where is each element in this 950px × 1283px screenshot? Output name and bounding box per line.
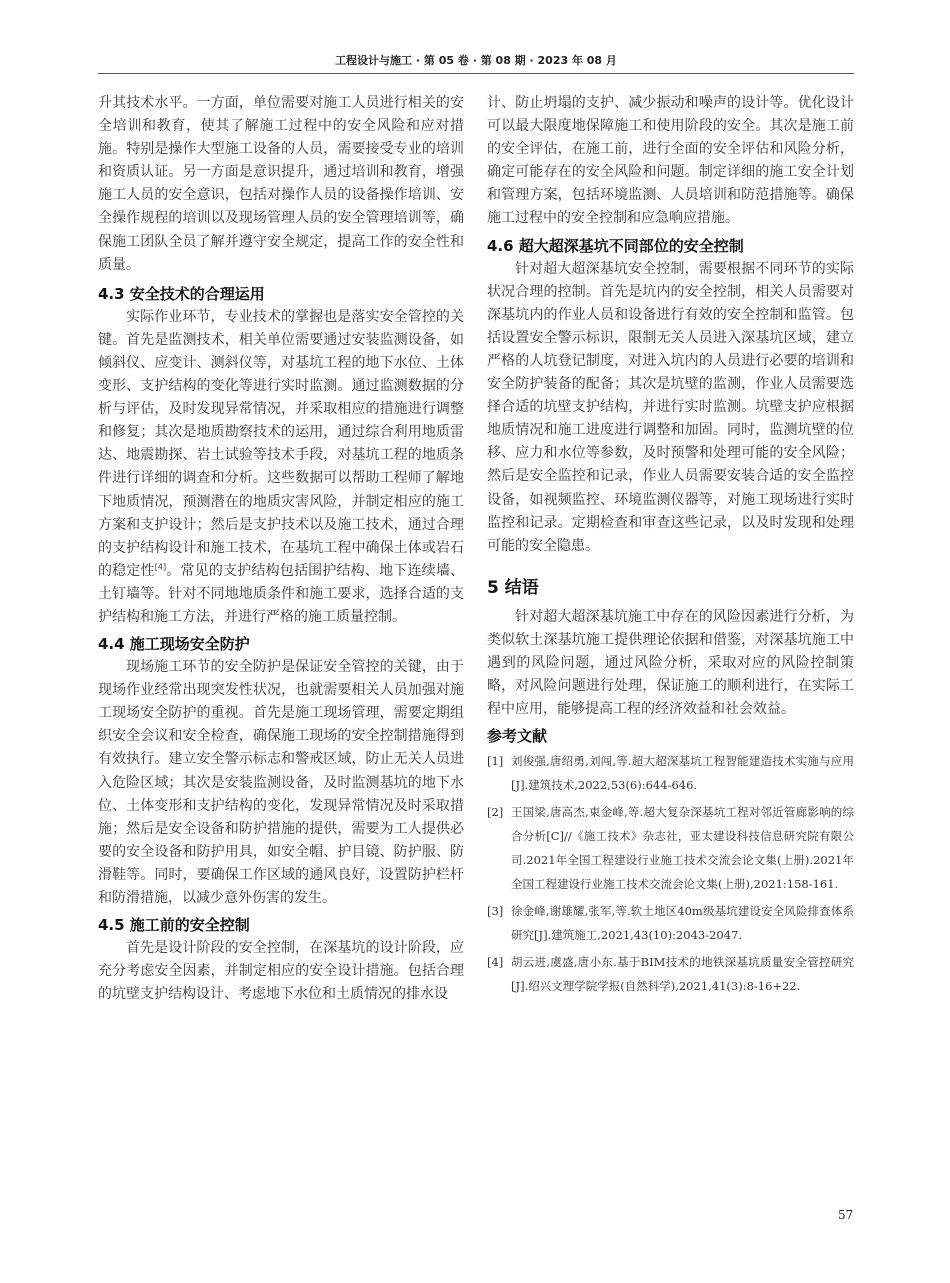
- reference-number: [1]: [487, 754, 504, 769]
- right-column: [487, 92, 854, 1001]
- reference-item: [487, 800, 854, 896]
- page-number: 57: [838, 1208, 854, 1222]
- running-head: 工程设计与施工 · 第 05 卷 · 第 08 期 · 2023 年 08 月: [335, 54, 617, 67]
- reference-text: 王国梁,唐高杰,束金峰,等.超大复杂深基坑工程对邻近管廊影响的综合分析[C]//《施工技术》杂志社，亚太建设科技信息研究院有限公司.2021年全国工程建设行业施工技术交流会论文集(上册).2021年全国工程建设行业施工技术交流会论文集(上册),2021:158-161.: [511, 805, 854, 892]
- paragraph-continued: 计、防止坍塌的支护、减少振动和噪声的设计等。优化设计可以最大限度地保障施工和使用阶段的安全。其次是施工前的安全评估，在施工前，进行全面的安全评估和风险分析，确定可能存在的安全风险和问题。制定详细的施工安全计划和管理方案，包括环境监测、人员培训和防范措施等。确保施工过程中的安全控制和应急响应措施。: [487, 95, 854, 227]
- section-4-3-paragraph: [98, 306, 464, 629]
- reference-item: [487, 950, 854, 998]
- references-title: 参考文献: [487, 727, 548, 746]
- reference-list: [487, 749, 854, 998]
- reference-number: [3]: [487, 904, 504, 919]
- section-5-title: 5 结语: [487, 577, 539, 598]
- header-divider: [98, 73, 854, 74]
- section-4-4-title: 4.4 施工现场安全防护: [98, 635, 250, 654]
- section-4-5-paragraph: 首先是设计阶段的安全控制，在深基坑的设计阶段，应充分考虑安全因素，并制定相应的安全设计措施。包括合理的坑壁支护结构设计、考虑地下水位和土质情况的排水设: [98, 940, 464, 1003]
- section-4-3-text: 实际作业环节，专业技术的掌握也是落实安全管控的关键。首先是监测技术，相关单位需要通过安装监测设备，如倾斜仪、应变计、测斜仪等，对基坑工程的地下水位、土体变形、支护结构的变化等进行实时监测。通过监测数据的分析与评估，及时发现异常情况，并采取相应的措施进行调整和修复；其次是地质勘察技术的运用，通过综合利用地质雷达、地震勘探、岩土试验等技术手段，对基坑工程的地质条件进行详细的调查和分析。这些数据可以帮助工程师了解地下地质情况，预测潜在的地质灾害风险，并制定相应的施工方案和支护设计；然后是支护技术以及施工技术，通过合理的支护结构设计和施工技术，在基坑工程中确保土体或岩石的稳定性: [98, 308, 464, 579]
- reference-item: [487, 899, 854, 947]
- citation-4: [4]: [154, 562, 167, 572]
- section-4-4-paragraph: 现场施工环节的安全防护是保证安全管控的关键，由于现场作业经常出现突发性状况，也就需要相关人员加强对施工现场安全防护的重视。首先是施工现场管理，需要定期组织安全会议和安全检查，确保施工现场的安全控制措施得到有效执行。建立安全警示标志和警戒区域，防止无关人员进入危险区域；其次是安装监测设备，及时监测基坑的地下水位、土体变形和支护结构的变化，发现异常情况及时采取措施；然后是安全设备和防护措施的提供，需要为工人提供必要的安全设备和防护用具，如安全帽、护目镜、防护服、防滑鞋等。同时，要确保工作区域的通风良好，设置防护栏杆和防滑措施，以减少意外伤害的发生。: [98, 659, 464, 906]
- section-4-5-title: 4.5 施工前的安全控制: [98, 916, 250, 935]
- reference-number: [2]: [487, 805, 504, 820]
- paragraph-intro: 升其技术水平。一方面，单位需要对施工人员进行相关的安全培训和教育，使其了解施工过程中的安全风险和应对措施。特别是操作大型施工设备的人员，需要接受专业的培训和资质认证。另一方面是意识提升，通过培训和教育，增强施工人员的安全意识，包括对操作人员的设备操作培训、安全操作规程的培训以及现场管理人员的安全管理培训等，确保施工团队全员了解并遵守安全规定，提高工作的安全性和质量。: [98, 95, 464, 273]
- reference-number: [4]: [487, 955, 504, 970]
- reference-text: 徐金峰,谢雄耀,张军,等.软土地区40m级基坑建设安全风险排查体系研究[J].建筑施工,2021,43(10):2043-2047.: [511, 904, 854, 943]
- reference-item: [487, 749, 854, 797]
- section-4-6-paragraph: 针对超大超深基坑安全控制，需要根据不同环节的实际状况合理的控制。首先是坑内的安全控制，相关人员需要对深基坑内的作业人员和设备进行有效的安全控制和监管。包括设置安全警示标识，限制无关人员进入深基坑区域，建立严格的人坑登记制度，对进入坑内的人员进行必要的培训和安全防护装备的配备；其次是坑壁的监测，作业人员需要选择合适的坑壁支护结构，并进行实时监测。坑壁支护应根据地质情况和施工进度进行调整和加固。同时，监测坑壁的位移、应力和水位等参数，及时预警和处理可能的安全风险；然后是安全监控和记录，作业人员需要安装合适的安全监控设备，如视频监控、环境监测仪器等，对施工现场进行实时监控和记录。定期检查和审查这些记录，以及时发现和处理可能的安全隐患。: [487, 260, 854, 554]
- section-4-3-text-tail: 。常见的支护结构包括围护结构、地下连续墙、土钉墙等。针对不同地地质条件和施工要求，选择合适的支护结构和施工方法，并进行严格的施工质量控制。: [98, 562, 465, 625]
- reference-text: 刘俊强,唐绍勇,刘闯,等.超大超深基坑工程智能建造技术实施与应用[J].建筑技术,2022,53(6):644-646.: [511, 754, 854, 793]
- reference-text: 胡云进,虞盛,唐小东.基于BIM技术的地铁深基坑质量安全管控研究[J].绍兴文理学院学报(自然科学),2021,41(3):8-16+22.: [511, 955, 854, 994]
- left-column: [98, 92, 464, 1006]
- conclusion-paragraph: 针对超大超深基坑施工中存在的风险因素进行分析，为类似软土深基坑施工提供理论依据和借鉴，对深基坑施工中遇到的风险问题，通过风险分析，采取对应的风险控制策略，对风险问题进行处理，保证施工的顺利进行，在实际工程中应用，能够提高工程的经济效益和社会效益。: [487, 608, 854, 718]
- section-4-3-title: 4.3 安全技术的合理运用: [98, 284, 265, 303]
- section-4-6-title: 4.6 超大超深基坑不同部位的安全控制: [487, 236, 744, 255]
